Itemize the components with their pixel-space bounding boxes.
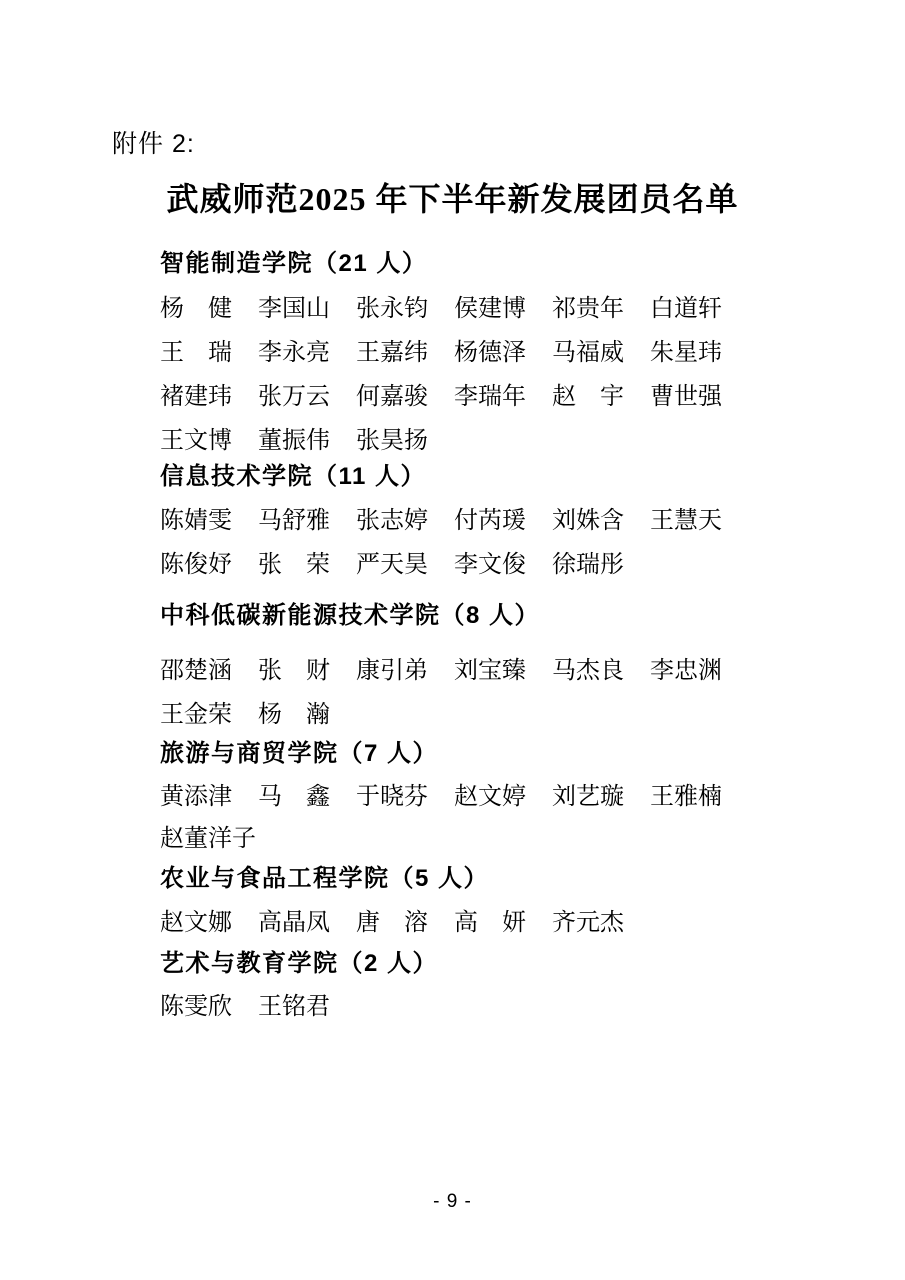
member-name: 白道轩 — [650, 296, 722, 322]
member-name: 李瑞年 — [454, 384, 526, 410]
member-name: 张永钧 — [356, 296, 428, 322]
member-row — [160, 376, 722, 411]
member-name: 马 鑫 — [258, 784, 330, 810]
section-header: 农业与食品工程学院（5 人） — [160, 865, 490, 892]
member-name: 褚建玮 — [160, 384, 232, 410]
member-name: 侯建博 — [454, 296, 526, 322]
member-name: 赵董洋子 — [160, 826, 256, 852]
member-name: 杨德泽 — [454, 340, 526, 366]
member-row — [160, 332, 722, 367]
member-name: 刘艺璇 — [552, 784, 624, 810]
member-row — [160, 500, 722, 535]
member-name: 张志婷 — [356, 508, 428, 534]
member-name: 马杰良 — [552, 658, 624, 684]
member-row — [160, 544, 624, 579]
member-name: 刘姝含 — [552, 508, 624, 534]
member-name: 王 瑞 — [160, 340, 232, 366]
member-name: 王文博 — [160, 428, 232, 454]
member-name: 徐瑞彤 — [552, 552, 624, 578]
member-row — [160, 650, 722, 685]
member-row — [160, 818, 256, 853]
member-name: 李永亮 — [258, 340, 330, 366]
section-header: 智能制造学院（21 人） — [160, 250, 428, 277]
document-title: 武威师范2025 年下半年新发展团员名单 — [166, 181, 739, 217]
member-row — [160, 420, 428, 455]
section-header: 信息技术学院（11 人） — [160, 463, 427, 490]
member-name: 张昊扬 — [356, 428, 428, 454]
member-name: 黄添津 — [160, 784, 232, 810]
member-name: 陈俊妤 — [160, 552, 232, 578]
member-name: 唐 溶 — [356, 910, 428, 936]
member-name: 王金荣 — [160, 702, 232, 728]
member-name: 祁贵年 — [552, 296, 624, 322]
member-name: 马福威 — [552, 340, 624, 366]
member-name: 严天昊 — [356, 552, 428, 578]
section-header: 旅游与商贸学院（7 人） — [160, 740, 439, 767]
member-name: 王雅楠 — [650, 784, 722, 810]
member-row — [160, 902, 624, 937]
member-name: 张 财 — [258, 658, 330, 684]
member-name: 李忠渊 — [650, 658, 722, 684]
member-name: 付芮瑗 — [454, 508, 526, 534]
member-name: 王慧天 — [650, 508, 722, 534]
member-name: 陈雯欣 — [160, 994, 232, 1020]
member-name: 董振伟 — [258, 428, 330, 454]
member-name: 张万云 — [258, 384, 330, 410]
member-name: 于晓芬 — [356, 784, 428, 810]
member-name: 刘宝臻 — [454, 658, 526, 684]
member-name: 李文俊 — [454, 552, 526, 578]
member-name: 张 荣 — [258, 552, 330, 578]
member-name: 杨 健 — [160, 296, 232, 322]
section-header: 艺术与教育学院（2 人） — [160, 950, 439, 977]
member-name: 杨 瀚 — [258, 702, 330, 728]
member-name: 王嘉纬 — [356, 340, 428, 366]
member-name: 何嘉骏 — [356, 384, 428, 410]
section-header: 中科低碳新能源技术学院（8 人） — [160, 602, 541, 629]
member-row — [160, 986, 330, 1021]
member-name: 齐元杰 — [552, 910, 624, 936]
attachment-label: 附件 2: — [112, 130, 195, 158]
member-name: 赵文娜 — [160, 910, 232, 936]
member-name: 马舒雅 — [258, 508, 330, 534]
member-name: 赵 宇 — [552, 384, 624, 410]
member-name: 康引弟 — [356, 658, 428, 684]
member-name: 邵楚涵 — [160, 658, 232, 684]
member-row — [160, 288, 722, 323]
member-name: 高晶凤 — [258, 910, 330, 936]
member-name: 赵文婷 — [454, 784, 526, 810]
member-row — [160, 694, 330, 729]
page-number: - 9 - — [433, 1191, 472, 1212]
member-name: 朱星玮 — [650, 340, 722, 366]
member-name: 陈婧雯 — [160, 508, 232, 534]
member-name: 王铭君 — [258, 994, 330, 1020]
member-name: 曹世强 — [650, 384, 722, 410]
member-row — [160, 776, 722, 811]
member-name: 高 妍 — [454, 910, 526, 936]
member-name: 李国山 — [258, 296, 330, 322]
